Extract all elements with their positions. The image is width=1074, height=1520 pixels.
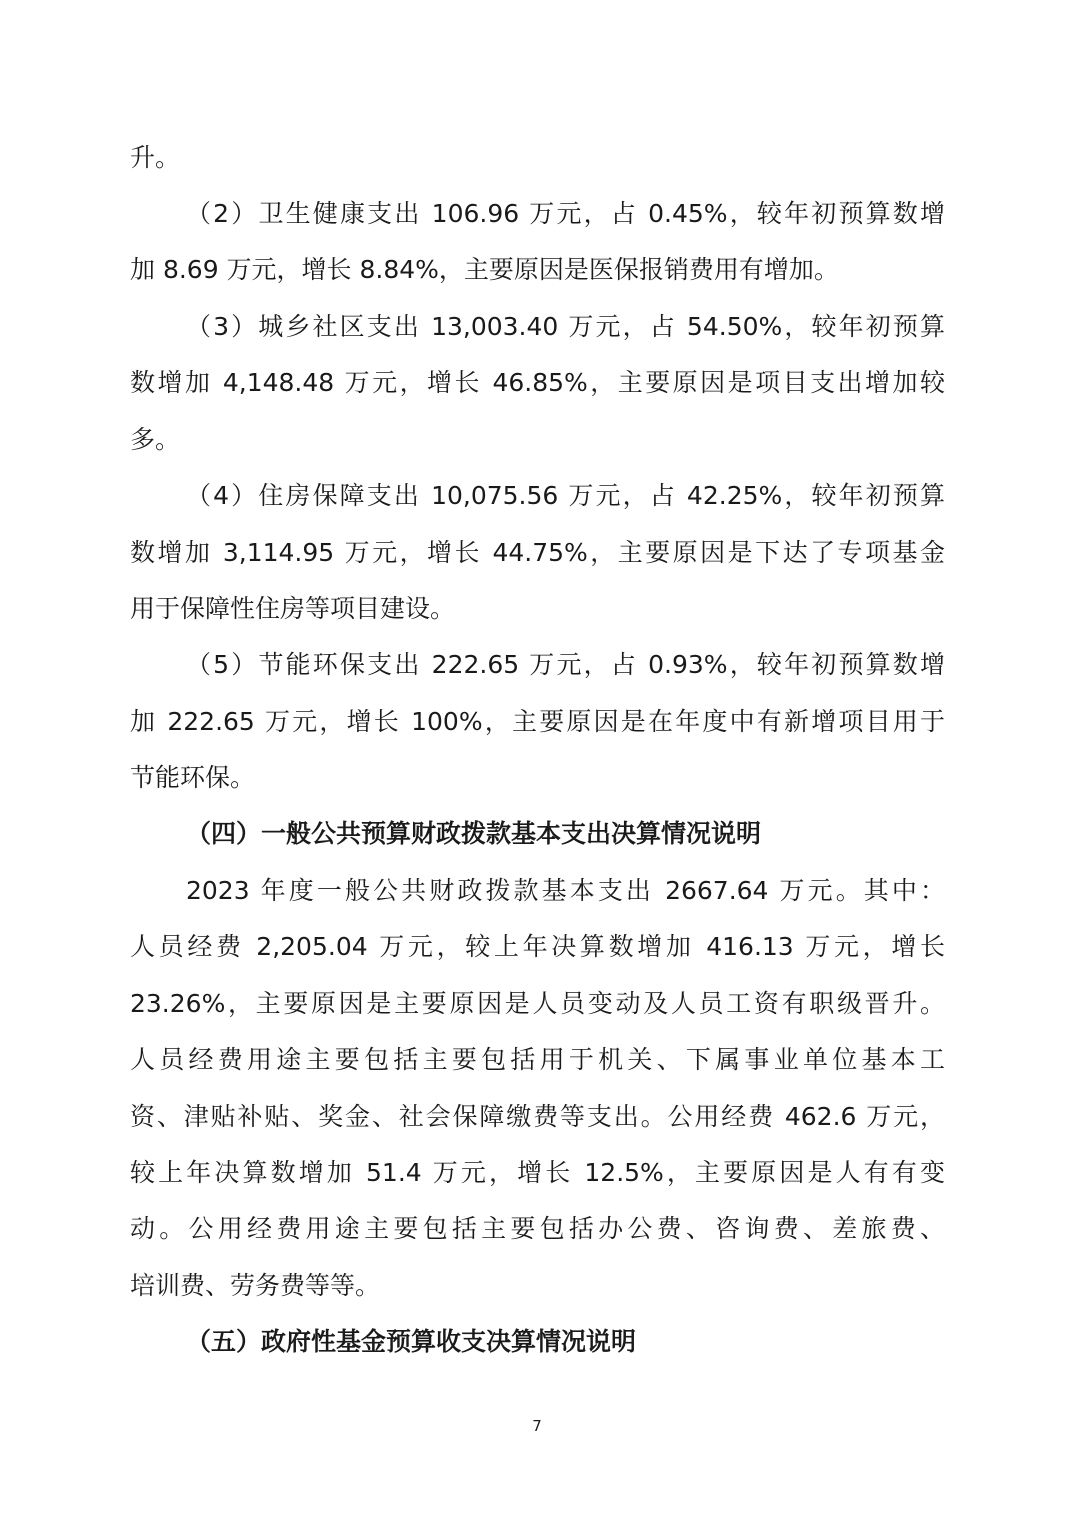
paragraph-line: 资、津贴补贴、奖金、社会保障缴费等支出。公用经费 462.6 万元，	[130, 1102, 945, 1131]
section-heading: （四）一般公共预算财政拨款基本支出决算情况说明	[186, 819, 762, 848]
paragraph-line: 加 8.69 万元，增长 8.84%，主要原因是医保报销费用有增加。	[130, 255, 839, 284]
paragraph-line: 培训费、劳务费等等。	[130, 1271, 381, 1300]
page-number: 7	[532, 1417, 542, 1435]
paragraph-line: （5）节能环保支出 222.65 万元，占 0.93%，较年初预算数增	[186, 650, 945, 679]
paragraph-line: 2023 年度一般公共财政拨款基本支出 2667.64 万元。其中：	[186, 876, 945, 905]
paragraph-line: 加 222.65 万元，增长 100%，主要原因是在年度中有新增项目用于	[130, 707, 945, 736]
paragraph-line: （2）卫生健康支出 106.96 万元，占 0.45%，较年初预算数增	[186, 199, 945, 228]
paragraph-line: （3）城乡社区支出 13,003.40 万元，占 54.50%，较年初预算	[186, 312, 945, 341]
paragraph-line: 数增加 3,114.95 万元，增长 44.75%，主要原因是下达了专项基金	[130, 538, 945, 567]
paragraph-line: 多。	[130, 425, 181, 454]
paragraph-line: 节能环保。	[130, 763, 256, 792]
paragraph-line: 人员经费 2,205.04 万元，较上年决算数增加 416.13 万元，增长	[130, 932, 945, 961]
paragraph-line: 动。公用经费用途主要包括主要包括办公费、咨询费、差旅费、	[130, 1214, 945, 1243]
paragraph-line: 升。	[130, 143, 181, 172]
paragraph-line: 数增加 4,148.48 万元，增长 46.85%，主要原因是项目支出增加较	[130, 368, 945, 397]
section-heading: （五）政府性基金预算收支决算情况说明	[186, 1327, 637, 1356]
paragraph-line: （4）住房保障支出 10,075.56 万元，占 42.25%，较年初预算	[186, 481, 945, 510]
paragraph-line: 用于保障性住房等项目建设。	[130, 594, 456, 623]
paragraph-line: 人员经费用途主要包括主要包括用于机关、下属事业单位基本工	[130, 1045, 945, 1074]
paragraph-line: 23.26%，主要原因是主要原因是人员变动及人员工资有职级晋升。	[130, 989, 945, 1018]
paragraph-line: 较上年决算数增加 51.4 万元，增长 12.5%，主要原因是人有有变	[130, 1158, 945, 1187]
